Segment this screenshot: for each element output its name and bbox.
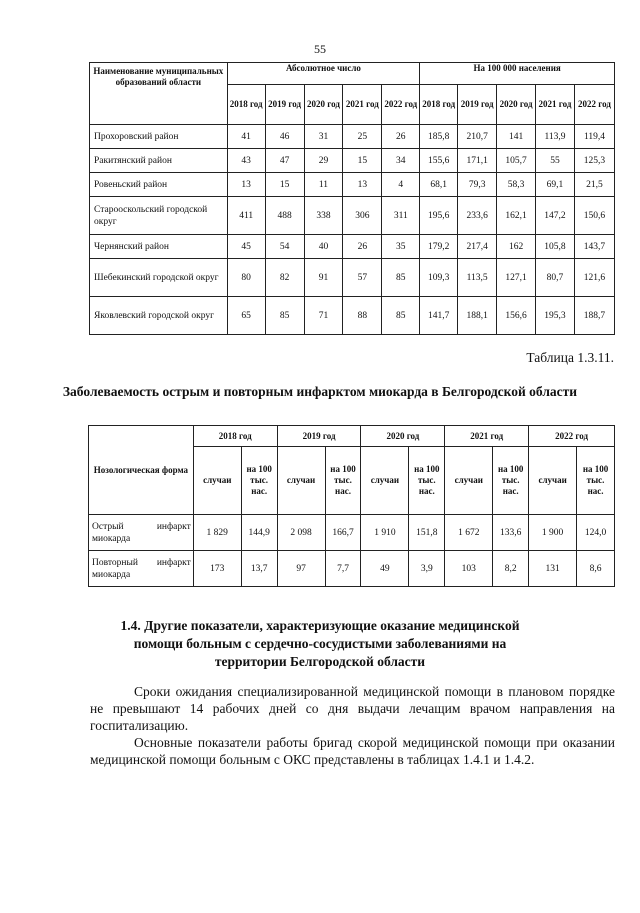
subheader-cases: случаи (445, 447, 493, 515)
rate-value-cell: 195,6 (420, 197, 458, 235)
absolute-value-cell: 47 (265, 149, 304, 173)
absolute-value-cell: 46 (265, 125, 304, 149)
rate-value-cell: 69,1 (536, 173, 575, 197)
year-header: 2020 год (304, 85, 343, 125)
absolute-value-cell: 82 (265, 259, 304, 297)
absolute-value-cell: 88 (343, 297, 382, 335)
cases-value-cell: 49 (361, 551, 409, 587)
rate-value-cell: 58,3 (497, 173, 536, 197)
rate-value-cell: 156,6 (497, 297, 536, 335)
subheader-cases: случаи (277, 447, 325, 515)
absolute-value-cell: 91 (304, 259, 343, 297)
year-header: 2020 год (497, 85, 536, 125)
rate-value-cell: 105,8 (536, 235, 575, 259)
rate-value-cell: 8,6 (577, 551, 615, 587)
rate-value-cell: 171,1 (458, 149, 497, 173)
absolute-value-cell: 57 (343, 259, 382, 297)
municipality-name: Ровеньский район (90, 173, 228, 197)
table-row (90, 125, 615, 149)
subheader-rate: на 100 тыс. нас. (325, 447, 361, 515)
nosological-form-name: Острый инфаркт миокарда (89, 515, 194, 551)
cases-value-cell: 173 (193, 551, 241, 587)
subheader-rate: на 100 тыс. нас. (577, 447, 615, 515)
municipality-name: Яковлевский городской округ (90, 297, 228, 335)
rate-value-cell: 188,7 (574, 297, 614, 335)
rate-value-cell: 127,1 (497, 259, 536, 297)
rate-value-cell: 21,5 (574, 173, 614, 197)
absolute-value-cell: 45 (227, 235, 265, 259)
absolute-value-cell: 85 (265, 297, 304, 335)
rate-value-cell: 150,6 (574, 197, 614, 235)
column-header-form: Нозологическая форма (89, 426, 194, 515)
absolute-value-cell: 26 (382, 125, 420, 149)
municipality-name: Шебекинский городской округ (90, 259, 228, 297)
subheader-rate: на 100 тыс. нас. (409, 447, 445, 515)
table-row (90, 149, 615, 173)
rate-value-cell: 113,9 (536, 125, 575, 149)
table-municipal-incidence (89, 62, 615, 335)
rate-value-cell: 141 (497, 125, 536, 149)
subheader-rate: на 100 тыс. нас. (493, 447, 529, 515)
rate-value-cell: 68,1 (420, 173, 458, 197)
rate-value-cell: 113,5 (458, 259, 497, 297)
municipality-name: Ракитянский район (90, 149, 228, 173)
absolute-value-cell: 85 (382, 297, 420, 335)
subheader-cases: случаи (529, 447, 577, 515)
absolute-value-cell: 488 (265, 197, 304, 235)
absolute-value-cell: 25 (343, 125, 382, 149)
rate-value-cell: 3,9 (409, 551, 445, 587)
absolute-value-cell: 35 (382, 235, 420, 259)
year-header: 2021 год (536, 85, 575, 125)
rate-value-cell: 125,3 (574, 149, 614, 173)
cases-value-cell: 103 (445, 551, 493, 587)
absolute-value-cell: 13 (227, 173, 265, 197)
absolute-value-cell: 11 (304, 173, 343, 197)
rate-value-cell: 147,2 (536, 197, 575, 235)
absolute-value-cell: 40 (304, 235, 343, 259)
year-header: 2019 год (265, 85, 304, 125)
rate-value-cell: 217,4 (458, 235, 497, 259)
rate-value-cell: 141,7 (420, 297, 458, 335)
rate-value-cell: 55 (536, 149, 575, 173)
table-caption: Таблица 1.3.11. (526, 350, 614, 365)
absolute-value-cell: 41 (227, 125, 265, 149)
absolute-value-cell: 34 (382, 149, 420, 173)
municipality-name: Чернянский район (90, 235, 228, 259)
section-heading: 1.4. Другие показатели, характеризующие оказание медицинской помощи больным с сердечно-сосудистыми заболеваниями на территории Белгородской области (120, 618, 520, 669)
absolute-value-cell: 29 (304, 149, 343, 173)
table-row (90, 173, 615, 197)
year-header: 2019 год (458, 85, 497, 125)
subheader-cases: случаи (193, 447, 241, 515)
cases-value-cell: 1 910 (361, 515, 409, 551)
rate-value-cell: 80,7 (536, 259, 575, 297)
cases-value-cell: 1 900 (529, 515, 577, 551)
absolute-value-cell: 65 (227, 297, 265, 335)
rate-value-cell: 124,0 (577, 515, 615, 551)
subheader-cases: случаи (361, 447, 409, 515)
absolute-value-cell: 26 (343, 235, 382, 259)
year-header: 2019 год (277, 426, 361, 447)
absolute-value-cell: 338 (304, 197, 343, 235)
rate-value-cell: 143,7 (574, 235, 614, 259)
absolute-value-cell: 80 (227, 259, 265, 297)
absolute-value-cell: 411 (227, 197, 265, 235)
year-header: 2018 год (193, 426, 277, 447)
absolute-value-cell: 31 (304, 125, 343, 149)
column-header-municipality: Наименование муниципальных образований области (90, 63, 228, 125)
rate-value-cell: 151,8 (409, 515, 445, 551)
paragraph: Сроки ожидания специализированной медицинской помощи в плановом порядке не превышают 14 рабочих дней со дня выдачи лечащим врачом направления на госпитализацию. (90, 684, 615, 733)
year-header: 2018 год (420, 85, 458, 125)
absolute-value-cell: 15 (265, 173, 304, 197)
page-number: 55 (314, 42, 326, 56)
table-title: Заболеваемость острым и повторным инфарктом миокарда в Белгородской области (62, 384, 578, 399)
table-row (90, 297, 615, 335)
absolute-value-cell: 15 (343, 149, 382, 173)
nosological-form-name: Повторный инфаркт миокарда (89, 551, 194, 587)
rate-value-cell: 109,3 (420, 259, 458, 297)
year-header: 2022 год (382, 85, 420, 125)
rate-value-cell: 79,3 (458, 173, 497, 197)
year-header: 2022 год (529, 426, 615, 447)
rate-value-cell: 155,6 (420, 149, 458, 173)
absolute-value-cell: 311 (382, 197, 420, 235)
municipality-name: Прохоровский район (90, 125, 228, 149)
rate-value-cell: 188,1 (458, 297, 497, 335)
year-header: 2021 год (343, 85, 382, 125)
cases-value-cell: 1 672 (445, 515, 493, 551)
subheader-rate: на 100 тыс. нас. (241, 447, 277, 515)
rate-value-cell: 233,6 (458, 197, 497, 235)
rate-value-cell: 179,2 (420, 235, 458, 259)
rate-value-cell: 166,7 (325, 515, 361, 551)
paragraph: Основные показатели работы бригад скорой медицинской помощи при оказании медицинской помощи больным с ОКС представлены в таблицах 1.4.1 и 1.4.2. (90, 735, 615, 767)
cases-value-cell: 97 (277, 551, 325, 587)
rate-value-cell: 8,2 (493, 551, 529, 587)
rate-value-cell: 210,7 (458, 125, 497, 149)
rate-value-cell: 185,8 (420, 125, 458, 149)
absolute-value-cell: 43 (227, 149, 265, 173)
table-row (90, 235, 615, 259)
group-header-rate: На 100 000 населения (420, 63, 615, 85)
year-header: 2020 год (361, 426, 445, 447)
rate-value-cell: 162 (497, 235, 536, 259)
table-row (90, 259, 615, 297)
year-header: 2022 год (574, 85, 614, 125)
year-header: 2018 год (227, 85, 265, 125)
municipality-name: Старооскольский городской округ (90, 197, 228, 235)
rate-value-cell: 121,6 (574, 259, 614, 297)
absolute-value-cell: 85 (382, 259, 420, 297)
absolute-value-cell: 13 (343, 173, 382, 197)
rate-value-cell: 105,7 (497, 149, 536, 173)
table-row (89, 515, 615, 551)
rate-value-cell: 13,7 (241, 551, 277, 587)
table-row (90, 197, 615, 235)
rate-value-cell: 133,6 (493, 515, 529, 551)
cases-value-cell: 2 098 (277, 515, 325, 551)
absolute-value-cell: 4 (382, 173, 420, 197)
rate-value-cell: 195,3 (536, 297, 575, 335)
absolute-value-cell: 71 (304, 297, 343, 335)
rate-value-cell: 144,9 (241, 515, 277, 551)
group-header-absolute: Абсолютное число (227, 63, 420, 85)
table-infarction-incidence (88, 425, 615, 587)
rate-value-cell: 162,1 (497, 197, 536, 235)
cases-value-cell: 131 (529, 551, 577, 587)
absolute-value-cell: 306 (343, 197, 382, 235)
cases-value-cell: 1 829 (193, 515, 241, 551)
absolute-value-cell: 54 (265, 235, 304, 259)
year-header: 2021 год (445, 426, 529, 447)
rate-value-cell: 7,7 (325, 551, 361, 587)
table-row (89, 551, 615, 587)
rate-value-cell: 119,4 (574, 125, 614, 149)
